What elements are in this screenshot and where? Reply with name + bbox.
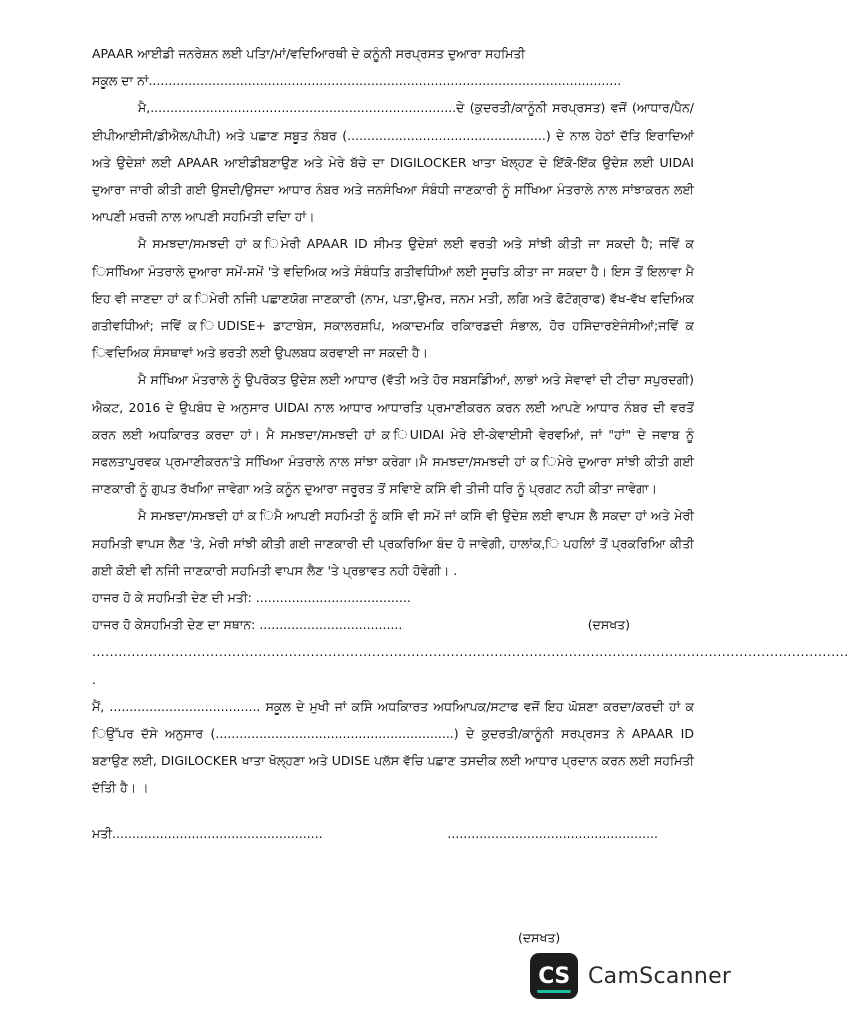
date-field: ਮਤੀ..................................................... <box>92 825 323 841</box>
form-title: APAAR ਆਈਡੀ ਜਨਰੇਸ਼ਨ ਲਈ ਪਤਿਾ/ਮਾਂ/ਵਦਿਆਿਰਥੀ ਦੇ ਕਨੂੰਨੀ ਸਰਪ੍ਰਸਤ ਦੁਆਰਾ ਸਹਮਿਤੀ <box>92 46 526 61</box>
school-name-field: ਸਕੂਲ ਦਾ ਨਾਂ....................................................................................................................... <box>92 73 622 89</box>
parent-signature-label: (ਦਸਖਤ) <box>587 617 630 633</box>
consent-form <box>92 40 849 847</box>
section-divider: ............................................................................................................................................................................. <box>92 644 849 660</box>
school-head-declaration-paragraph: ਮੈਂ, ...................................... ਸਕੂਲ ਦੇ ਮੁਖੀ ਜਾਂ ਕਸਿੇ ਅਧਕਿਾਰਤ ਅਧਆਿਪਕ/ਸਟਾਫ ਵਜੋਂ ਇਹ ਘੋਸ਼ਣਾ ਕਰਦਾ/ਕਰਦੀ ਹਾਂ ਕ ਿਉੱਪਰ ਦੱਸੇ ਅਨੁਸਾਰ (............................................................) ਦੇ ਕੁਦਰਤੀ/ਕਾਨੂੰਨੀ ਸਰਪ੍ਰਸਤ ਨੇ APAAR ID ਬਣਾਉਣ ਲਈ, DIGILOCKER ਖਾਤਾ ਖੋਲ੍ਹਣਾ ਅਤੇ UDISE ਪਲੱਸ ਵੱਚਿ ਪਛਾਣ ਤਸਦੀਕ ਲਈ ਆਧਾਰ ਪ੍ਰਦਾਨ ਕਰਨ ਲਈ ਸਹਮਿਤੀ ਦੱਤਿੀ ਹੈ। । <box>92 698 694 796</box>
camscanner-logo-icon: CS <box>530 953 578 999</box>
consent-place-field: ਹਾਜਰ ਹੋ ਕੇਸਹਮਿਤੀ ਦੇਣ ਦਾ ਸਥਾਨ: .................................... <box>92 617 403 633</box>
camscanner-brand-text: CamScanner <box>588 963 732 989</box>
consent-withdrawal-paragraph: ਮੈ ਸਮਝਦਾ/ਸਮਝਦੀ ਹਾਂ ਕ ਿਮੈ ਆਪਣੀ ਸਹਮਿਤੀ ਨੂੰ ਕਸਿੇ ਵੀ ਸਮੇਂ ਜਾਂ ਕਸਿੇ ਵੀ ਉਦੇਸ਼ ਲਈ ਵਾਪਸ ਲੈ ਸਕਦਾ ਹਾਂ ਅਤੇ ਮੇਰੀ ਸਹਮਿਤੀ ਵਾਪਸ ਲੈਣ 'ਤੇ, ਮੇਰੀ ਸਾਂਝੀ ਕੀਤੀ ਗਈ ਜਾਣਕਾਰੀ ਦੀ ਪ੍ਰਕਰਿਆਿ ਬੰਦ ਹੋ ਜਾਵੇਗੀ, ਹਾਲਾਂਕ,ਿ ਪਹਲਿਾਂ ਤੋਂ ਪ੍ਰਕਰਿਆਿ ਕੀਤੀ ਗਈ ਕੋਈ ਵੀ ਨਜੀਿ ਜਾਣਕਾਰੀ ਸਹਮਿਤੀ ਵਾਪਸ ਲੈਣ 'ਤੇ ਪ੍ਰਭਾਵਤ ਨਹੀ ਹੋਵੇਗੀ। . <box>92 508 694 578</box>
camscanner-watermark <box>530 951 740 1001</box>
date-signature-row <box>92 820 694 847</box>
staff-signature-field: ..................................................... <box>447 825 658 841</box>
staff-signature-label: (ਦਸਖਤ) <box>518 930 561 945</box>
aadhaar-authorization-paragraph: ਮੈ ਸਖਿਿਆ ਮੰਤਰਾਲੇ ਨੂੰ ਉਪਰੋਕਤ ਉਦੇਸ਼ ਲਈ ਆਧਾਰ (ਵੱਤੀ ਅਤੇ ਹੋਰ ਸਬਸਡੀਿਆਂ, ਲਾਭਾਂ ਅਤੇ ਸੇਵਾਵਾਂ ਦੀ ਟੀਚਾ ਸਪੁਰਦਗੀ) ਐਕਟ, 2016 ਦੇ ਉਪਬੰਧ ਦੇ ਅਨੁਸਾਰ UIDAI ਨਾਲ ਆਧਾਰ ਆਧਾਰਤਿ ਪ੍ਰਮਾਣੀਕਰਨ ਕਰਨ ਲਈ ਆਪਣੇ ਆਧਾਰ ਨੰਬਰ ਦੀ ਵਰਤੋਂ ਕਰਨ ਲਈ ਅਧਕਿਾਰਤ ਕਰਦਾ ਹਾਂ। ਮੈ ਸਮਝਦਾ/ਸਮਝਦੀ ਹਾਂ ਕ ਿUIDAI ਮੇਰੇ ਈ-ਕੇਵਾਈਸੀ ਵੇਰਵਆਿਂ, ਜਾਂ "ਹਾਂ" ਦੇ ਜਵਾਬ ਨੂੰ ਸਫਲਤਾਪੂਰਵਕ ਪ੍ਰਮਾਣੀਕਰਨ'ਤੇ ਸਖਿਿਆ ਮੰਤਰਾਲੇ ਨਾਲ ਸਾਂਝਾ ਕਰੇਗਾ।ਮੈ ਸਮਝਦਾ/ਸਮਝਦੀ ਹਾਂ ਕ ਿਮੇਰੇ ਦੁਆਰਾ ਸਾਂਝੀ ਕੀਤੀ ਗਈ ਜਾਣਕਾਰੀ ਨੂੰ ਗੁਪਤ ਰੱਖਆਿ ਜਾਵੇਗਾ ਅਤੇ ਕਨੂੰਨ ਦੁਆਰਾ ਜਰੂਰਤ ਤੋਂ ਸਵਿਾਏ ਕਸਿੇ ਵੀ ਤੀਜੀ ਧਰਿ ਨੂੰ ਪ੍ਰਗਟ ਨਹੀ ਕੀਤਾ ਜਾਵੇਗਾ। <box>92 372 694 497</box>
apaar-usage-paragraph: ਮੈ ਸਮਝਦਾ/ਸਮਝਦੀ ਹਾਂ ਕ ਿਮੇਰੀ APAAR ID ਸੀਮਤ ਉਦੇਸ਼ਾਂ ਲਈ ਵਰਤੀ ਅਤੇ ਸਾਂਝੀ ਕੀਤੀ ਜਾ ਸਕਦੀ ਹੈ; ਜਵਿੇਂ ਕ ਿਸਖਿਿਆ ਮੰਤਰਾਲੇ ਦੁਆਰਾ ਸਮੇਂ-ਸਮੇਂ 'ਤੇ ਵਦਿਅਿਕ ਅਤੇ ਸੰਬੰਧਤਿ ਗਤੀਵਧੀਿਆਂ ਲਈ ਸੂਚਤਿ ਕੀਤਾ ਜਾ ਸਕਦਾ ਹੈ। ਇਸ ਤੋਂ ਇਲਾਵਾ ਮੈ ਇਹ ਵੀ ਜਾਣਦਾ ਹਾਂ ਕ ਿਮੇਰੀ ਨਜੀਿ ਪਛਾਣਯੋਗ ਜਾਣਕਾਰੀ (ਨਾਮ, ਪਤਾ,ਉਮਰ, ਜਨਮ ਮਤੀ, ਲਗਿ ਅਤੇ ਫੋਟੋਗ੍ਰਾਫ) ਵੱਖ-ਵੱਖ ਵਦਿਅਿਕ ਗਤੀਵਧੀਿਆਂ; ਜਵਿੇਂ ਕ ਿUDISE+ ਡਾਟਾਬੇਸ, ਸਕਾਲਰਸ਼ਪਿ, ਅਕਾਦਮਕਿ ਰਕਿਾਰਡਦੀ ਸੰਭਾਲ, ਹੋਰ ਹਸਿੇਦਾਰਏਜੰਸੀਆਂ;ਜਵਿੇਂ ਕ ਿਵਦਿਅਿਕ ਸੰਸਥਾਵਾਂ ਅਤੇ ਭਰਤੀ ਲਈ ਉਪਲਬਧ ਕਰਵਾਈ ਜਾ ਸਕਦੀ ਹੈ। <box>92 236 694 361</box>
stray-dot: . <box>92 671 96 687</box>
consent-place-row <box>92 611 694 638</box>
guardian-declaration-paragraph: ਮੈ,.............................................................................ਦੇ (ਕੁਦਰਤੀ/ਕਾਨੂੰਨੀ ਸਰਪ੍ਰਸਤ) ਵਜੋਂ (ਆਧਾਰ/ਪੈਨ/ਈਪੀਆਈਸੀ/ਡੀਐਲ/ਪੀਪੀ) ਅਤੇ ਪਛਾਣ ਸਬੂਤ ਨੰਬਰ (..................................................) ਦੇ ਨਾਲ ਹੇਠਾਂ ਦੱਤਿ ਇਰਾਦਿਆਂ ਅਤੇ ਉਦੇਸ਼ਾਂ ਲਈ APAAR ਆਈਡੀਬਣਾਉਣ ਅਤੇ ਮੇਰੇ ਬੱਚੇ ਦਾ DIGILOCKER ਖਾਤਾ ਖੋਲ੍ਹਣ ਦੇ ਇੱਕੋ-ਇੱਕ ਉਦੇਸ਼ ਲਈ UIDAI ਦੁਆਰਾ ਜਾਰੀ ਕੀਤੀ ਗਈ ਉਸਦੀ/ਉਸਦਾ ਆਧਾਰ ਨੰਬਰ ਅਤੇ ਜਨਸੰਖਿਆ ਸੰਬੰਧੀ ਜਾਣਕਾਰੀ ਨੂੰ ਸਖਿਿਆ ਮੰਤਰਾਲੇ ਨਾਲ ਸਾਂਝਾਕਰਨ ਲਈ ਆਪਣੀ ਮਰਜ਼ੀ ਨਾਲ ਆਪਣੀ ਸਹਮਿਤੀ ਦਦਿਾ ਹਾਂ। <box>92 100 694 225</box>
consent-date-field: ਹਾਜਰ ਹੋ ਕੇ ਸਹਮਿਤੀ ਦੇਣ ਦੀ ਮਤੀ: ....................................... <box>92 590 411 606</box>
